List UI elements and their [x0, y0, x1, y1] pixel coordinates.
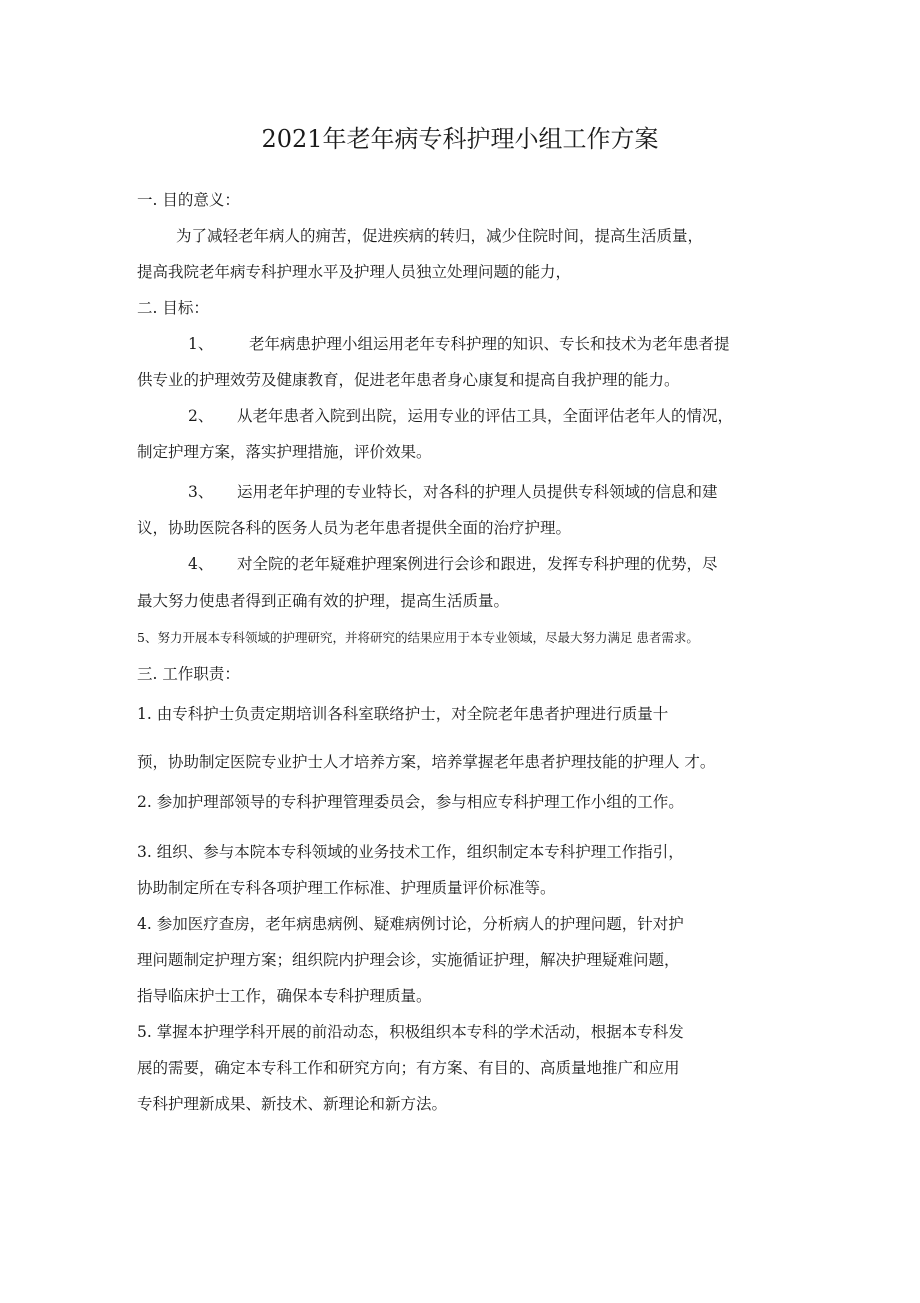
duty-3-line: 3. 组织、参与本院本专科领域的业务技术工作，组织制定本专科护理工作指引， [137, 843, 684, 861]
duty-4-line: 指导临床护士工作，确保本专科护理质量。 [137, 987, 432, 1005]
duty-1-line: 预，协助制定医院专业护士人才培养方案，培养掌握老年患者护理技能的护理人 才。 [137, 753, 716, 771]
goal-2-number: 2、 [188, 407, 214, 425]
goal-4-number: 4、 [188, 555, 214, 573]
goal-4-line: 对全院的老年疑难护理案例进行会诊和跟进，发挥专科护理的优势，尽 [237, 555, 718, 573]
goal-2-line: 从老年患者入院到出院，运用专业的评估工具，全面评估老年人的情况， [237, 407, 734, 425]
goal-1-line: 老年病患护理小组运用老年专科护理的知识、专长和技术为老年患者提 [249, 335, 730, 353]
goal-5-line: 5、努力开展本专科领域的护理研究，并将研究的结果应用于本专业领域，尽最大努力满足 患者需求。 [137, 630, 699, 645]
duty-2-line: 2. 参加护理部领导的专科护理管理委员会，参与相应专科护理工作小组的工作。 [137, 793, 684, 811]
goal-1-number: 1、 [188, 335, 214, 353]
document-title: 2021年老年病专科护理小组工作方案 [261, 125, 659, 153]
goal-2-line: 制定护理方案，落实护理措施，评价效果。 [137, 443, 432, 461]
goal-3-line: 运用老年护理的专业特长，对各科的护理人员提供专科领域的信息和建 [237, 483, 718, 501]
duty-3-line: 协助制定所在专科各项护理工作标准、护理质量评价标准等。 [137, 879, 556, 897]
duty-5-line: 展的需要，确定本专科工作和研究方向；有方案、有目的、高质量地推广和应用 [137, 1059, 680, 1077]
section-1-heading: 一. 目的意义： [137, 191, 240, 209]
section-2-heading: 二. 目标： [137, 299, 209, 317]
goal-3-line: 议，协助医院各科的医务人员为老年患者提供全面的治疗护理。 [137, 519, 572, 537]
goal-3-number: 3、 [188, 483, 214, 501]
section-1-paragraph-line: 为了减轻老年病人的痈苦，促进疾病的转归，减少住院时间，提高生活质量， [176, 227, 704, 245]
section-1-paragraph-line: 提高我院老年病专科护理水平及护理人员独立处理问题的能力， [137, 263, 572, 281]
goal-4-line: 最大努力使患者得到正确有效的护理，提高生活质量。 [137, 592, 510, 610]
duty-4-line: 理问题制定护理方案；组织院内护理会诊，实施循证护理，解决护理疑难问题， [137, 951, 680, 969]
duty-5-line: 专科护理新成果、新技术、新理论和新方法。 [137, 1095, 448, 1113]
goal-1-line: 供专业的护理效劳及健康教育，促进老年患者身心康复和提高自我护理的能力。 [137, 371, 680, 389]
section-3-heading: 三. 工作职责： [137, 665, 240, 683]
duty-4-line: 4. 参加医疗查房，老年病患病例、疑难病例讨论，分析病人的护理问题，针对护 [137, 915, 684, 933]
duty-1-line: 1. 由专科护士负责定期培训各科室联络护士，对全院老年患者护理进行质量十 [137, 705, 669, 723]
duty-5-line: 5. 掌握本护理学科开展的前沿动态，积极组织本专科的学术活动，根据本专科发 [137, 1023, 684, 1041]
